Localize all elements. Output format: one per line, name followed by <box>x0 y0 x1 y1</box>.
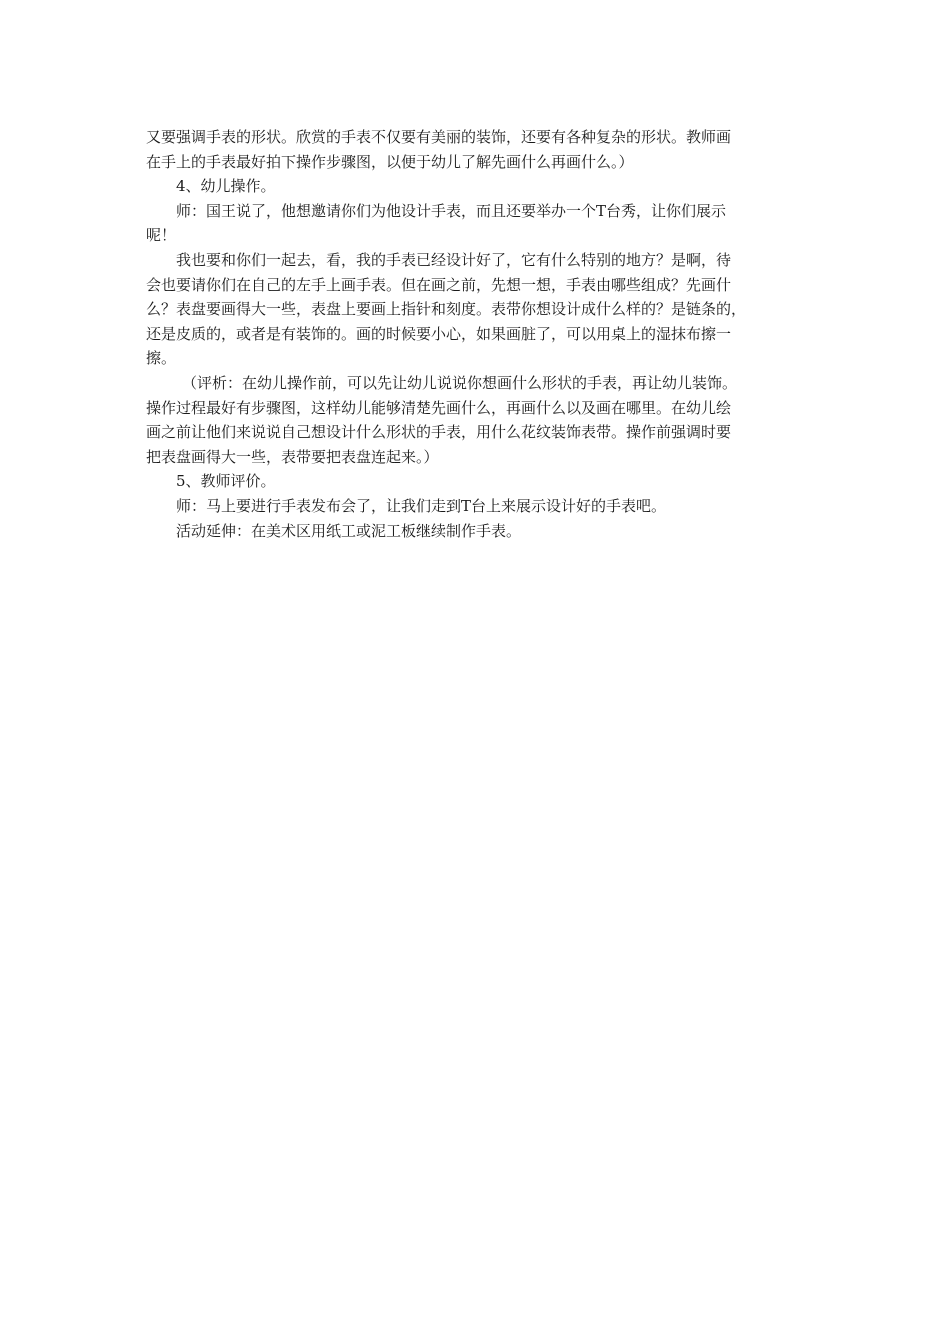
section-heading: 5、教师评价。 <box>176 472 276 491</box>
paragraph-line: 会也要请你们在自己的左手上画手表。但在画之前，先想一想，手表由哪些组成？先画什 <box>146 275 732 294</box>
paragraph-line: 在手上的手表最好拍下操作步骤图，以便于幼儿了解先画什么再画什么。） <box>146 152 634 171</box>
evaluation-line: 画之前让他们来说说自己想设计什么形状的手表，用什么花纹装饰表带。操作前强调时要 <box>146 423 732 442</box>
paragraph-line: 呢！ <box>146 226 177 245</box>
paragraph-line: 我也要和你们一起去，看，我的手表已经设计好了，它有什么特别的地方？是啊，待 <box>176 250 732 269</box>
paragraph-line: 师：国王说了，他想邀请你们为他设计手表，而且还要举办一个T台秀，让你们展示 <box>176 201 727 220</box>
section-heading: 4、幼儿操作。 <box>176 177 276 196</box>
paragraph-line: 么？表盘要画得大一些，表盘上要画上指针和刻度。表带你想设计成什么样的？是链条的， <box>146 300 747 319</box>
paragraph-line: 师：马上要进行手表发布会了，让我们走到T台上来展示设计好的手表吧。 <box>176 496 667 515</box>
paragraph-line: 还是皮质的，或者是有装饰的。画的时候要小心，如果画脏了，可以用桌上的湿抹布擦一 <box>146 324 732 343</box>
evaluation-line: 把表盘画得大一些，表带要把表盘连起来。） <box>146 447 439 466</box>
evaluation-line: （评析：在幼儿操作前，可以先让幼儿说说你想画什么形状的手表，再让幼儿装饰。 <box>182 373 738 392</box>
paragraph-line: 又要强调手表的形状。欣赏的手表不仅要有美丽的装饰，还要有各种复杂的形状。教师画 <box>146 128 732 146</box>
evaluation-line: 操作过程最好有步骤图，这样幼儿能够清楚先画什么，再画什么以及画在哪里。在幼儿绘 <box>146 398 732 417</box>
paragraph-line: 活动延伸：在美术区用纸工或泥工板继续制作手表。 <box>176 521 522 540</box>
paragraph-line: 擦。 <box>146 349 177 368</box>
document-body <box>146 125 806 543</box>
